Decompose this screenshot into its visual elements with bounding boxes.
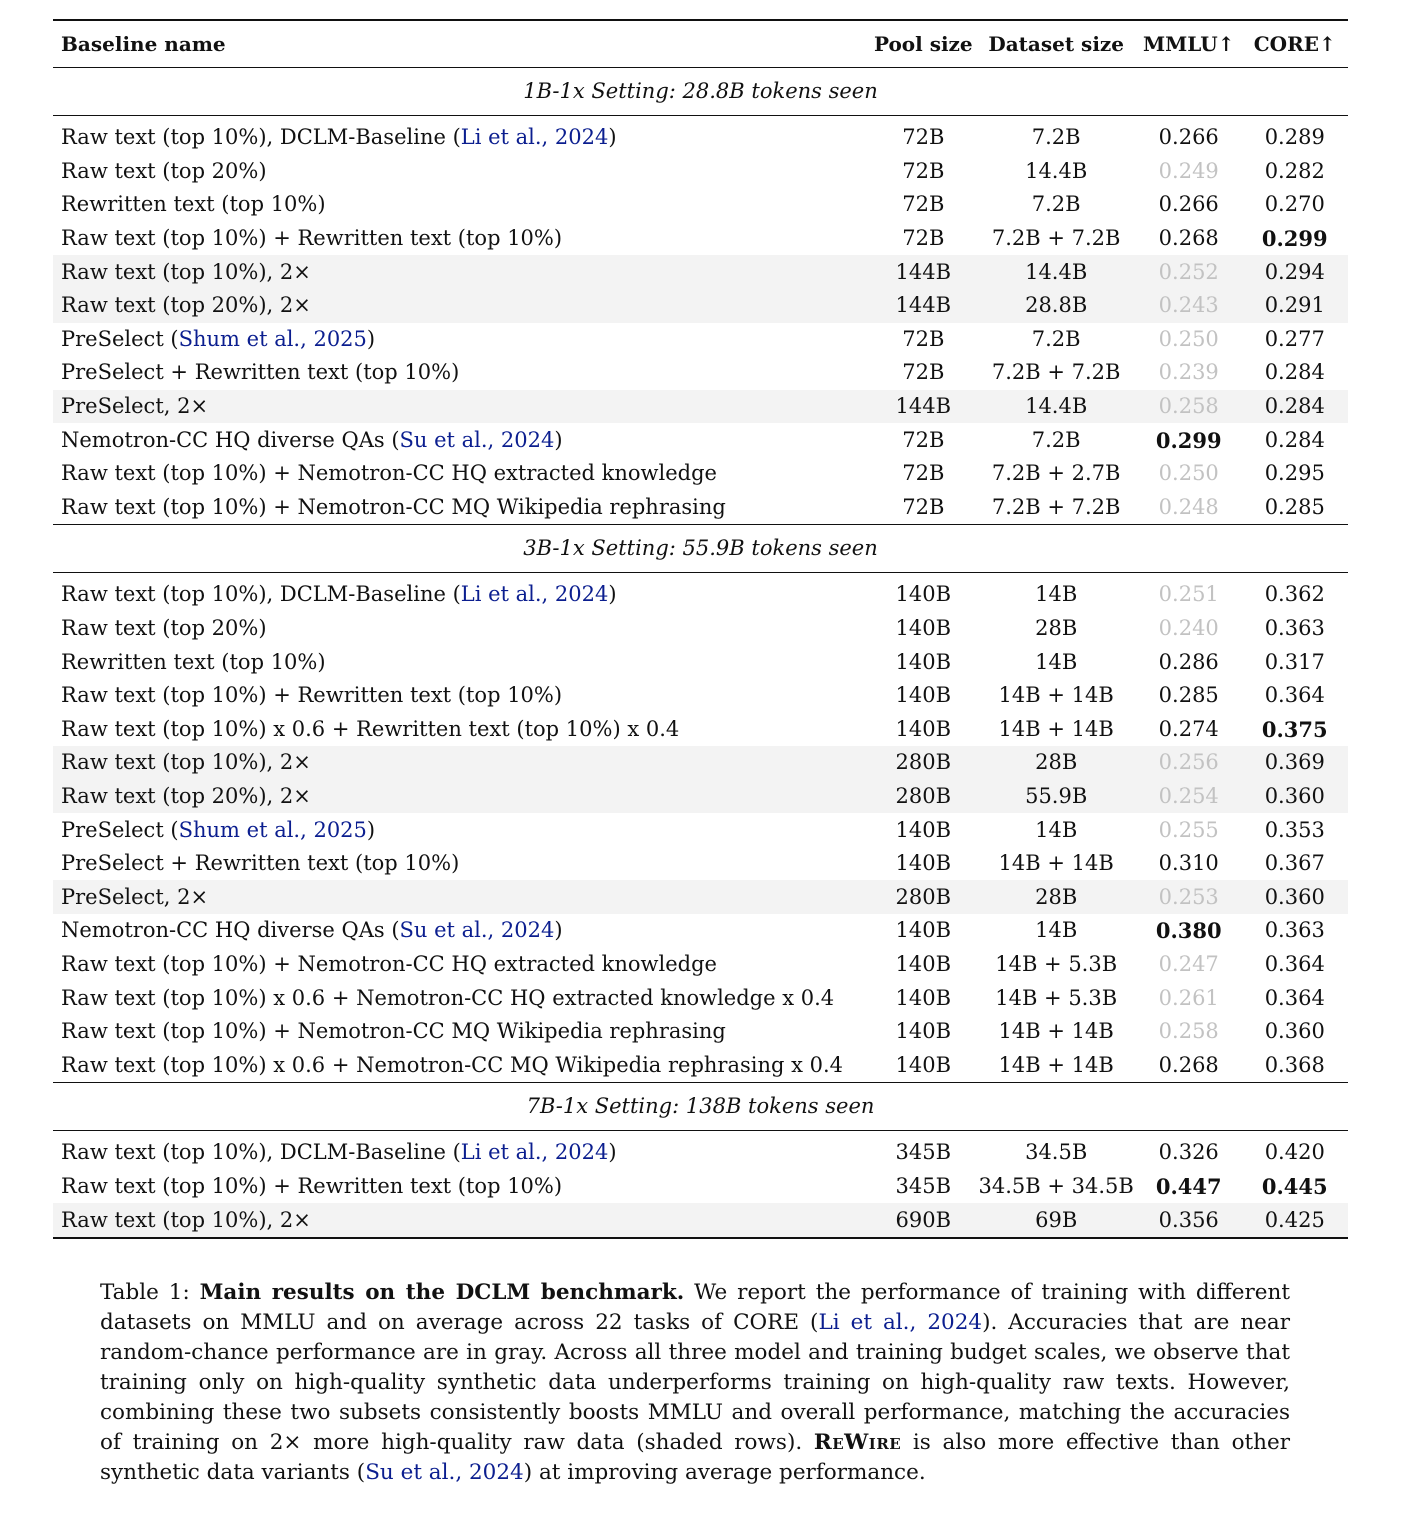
section-header-row [53,1083,1348,1131]
pool-size-cell: 144B [870,289,976,323]
caption-text-4: ) at improving average performance. [523,1460,926,1485]
table-row [53,645,1348,679]
citation-link[interactable]: Shum et al., 2025 [178,817,367,842]
caption-citation-li[interactable]: Li et al., 2024 [818,1310,983,1335]
core-score-cell: 0.367 [1264,851,1325,876]
mmlu-score-cell: 0.250 [1158,326,1219,351]
table-row [53,612,1348,646]
citation-close: ) [554,427,563,452]
mmlu-score-cell: 0.255 [1158,817,1219,842]
table-row [53,914,1348,948]
core-score-cell: 0.375 [1261,716,1328,742]
baseline-name-cell [53,323,870,357]
mmlu-score-cell: 0.250 [1158,461,1219,486]
baseline-name: Raw text (top 10%), 2× [61,750,311,775]
mmlu-score-cell: 0.247 [1158,951,1219,976]
baseline-name: Nemotron-CC HQ diverse QAs ( [61,427,400,452]
caption-citation-su[interactable]: Su et al., 2024 [365,1460,524,1485]
mmlu-score-cell: 0.326 [1158,1140,1219,1165]
table-row [53,780,1348,814]
dataset-size-cell: 28B [976,746,1136,780]
dataset-size-cell: 28B [976,880,1136,914]
header-dataset-size: Dataset size [988,32,1124,56]
dataset-size-cell: 7.2B [1031,192,1081,217]
baseline-name: PreSelect, 2× [61,394,209,419]
core-score-cell: 0.291 [1242,289,1349,323]
pool-size-cell: 72B [902,192,945,217]
pool-size-cell: 72B [902,461,945,486]
mmlu-score-cell: 0.286 [1158,649,1219,674]
core-score-cell: 0.289 [1264,125,1325,150]
pool-size-cell: 140B [895,649,952,674]
pool-size-cell: 140B [895,985,952,1010]
baseline-name: Raw text (top 10%) x 0.6 + Nemotron-CC MQ Wikipedia rephrasing x 0.4 [61,1052,844,1077]
dataset-size-cell: 14B + 14B [998,1019,1114,1044]
caption-text-1: We report the performance of training with different datasets on MMLU and on average across 22 tasks of CORE ( [100,1280,1290,1335]
dataset-size-cell: 14B [1035,817,1078,842]
baseline-name: Rewritten text (top 10%) [61,192,326,217]
citation-link[interactable]: Shum et al., 2025 [178,326,367,351]
mmlu-score-cell: 0.249 [1158,158,1219,183]
baseline-name-cell [53,491,870,525]
mmlu-score-cell: 0.268 [1158,226,1219,251]
pool-size-cell: 140B [895,951,952,976]
baseline-name: Raw text (top 20%) [61,158,267,183]
baseline-name: PreSelect, 2× [61,884,209,909]
baseline-name-cell [53,813,870,847]
core-score-cell: 0.369 [1242,746,1349,780]
table-row [53,1015,1348,1049]
baseline-name-cell [53,713,870,747]
mmlu-score-cell: 0.356 [1136,1203,1242,1238]
dataset-size-cell: 7.2B [1031,326,1081,351]
core-score-cell: 0.445 [1261,1173,1328,1199]
core-score-cell: 0.294 [1242,255,1349,289]
mmlu-score-cell: 0.252 [1136,255,1242,289]
mmlu-score-cell: 0.251 [1158,582,1219,607]
dataset-size-cell: 14B + 14B [998,716,1114,741]
core-score-cell: 0.420 [1264,1140,1325,1165]
core-score-cell: 0.363 [1264,616,1325,641]
pool-size-cell: 72B [902,427,945,452]
pool-size-cell: 144B [870,255,976,289]
table-caption [100,1278,1290,1488]
baseline-name: PreSelect ( [61,817,179,842]
baseline-name-cell [53,289,870,323]
dataset-size-cell: 14B [1035,918,1078,943]
header-row [53,20,1348,68]
table-row [53,255,1348,289]
mmlu-score-cell: 0.285 [1158,683,1219,708]
dataset-size-cell: 7.2B + 2.7B [991,461,1121,486]
baseline-name: PreSelect + Rewritten text (top 10%) [61,851,460,876]
baseline-name-cell [53,1015,870,1049]
dataset-size-cell: 7.2B + 7.2B [991,494,1121,519]
citation-close: ) [366,817,376,842]
header-baseline-name: Baseline name [61,32,226,56]
baseline-name-cell [53,390,870,424]
baseline-name-cell [53,746,870,780]
baseline-name-cell [53,847,870,881]
core-score-cell: 0.368 [1264,1052,1325,1077]
pool-size-cell: 140B [895,616,952,641]
table-row [53,1170,1348,1204]
table-row [53,1048,1348,1082]
core-score-cell: 0.363 [1264,918,1325,943]
dataset-size-cell: 14B + 5.3B [995,985,1118,1010]
table-row [53,573,1348,612]
section-title: 1B-1x Setting: 28.8B tokens seen [523,79,878,103]
core-score-cell: 0.277 [1264,326,1325,351]
mmlu-score-cell: 0.248 [1158,494,1219,519]
baseline-name-cell [53,880,870,914]
table-row [53,679,1348,713]
citation-close: ) [366,326,376,351]
mmlu-score-cell: 0.258 [1158,1019,1219,1044]
baseline-name-cell [53,948,870,982]
baseline-name-cell [53,222,870,256]
header-mmlu: MMLU↑ [1143,32,1235,56]
mmlu-score-cell: 0.254 [1136,780,1242,814]
baseline-name: Raw text (top 10%) x 0.6 + Rewritten text (top 10%) x 0.4 [61,716,680,741]
table-row [53,880,1348,914]
table-row [53,155,1348,189]
baseline-name-cell [53,116,870,155]
dataset-size-cell: 14.4B [1025,158,1088,183]
results-table-container [53,19,1348,1239]
baseline-name-cell [53,457,870,491]
table-header [53,20,1348,68]
baseline-name-cell [53,1170,870,1204]
section-header-row [53,68,1348,116]
dataset-size-cell: 14.4B [976,255,1136,289]
dataset-size-cell: 14B [1035,582,1078,607]
dataset-size-cell: 14B + 14B [998,851,1114,876]
baseline-name: Rewritten text (top 10%) [61,649,326,674]
table-row [53,981,1348,1015]
table-row [53,423,1348,457]
table-row [53,746,1348,780]
dataset-size-cell: 28B [1035,616,1078,641]
core-score-cell: 0.284 [1242,390,1349,424]
core-score-cell: 0.284 [1264,360,1325,385]
citation-link[interactable]: Su et al., 2024 [399,427,555,452]
baseline-name: Raw text (top 10%), 2× [61,1207,311,1232]
dataset-size-cell: 28.8B [976,289,1136,323]
section-title: 7B-1x Setting: 138B tokens seen [526,1094,875,1119]
table-row [53,323,1348,357]
dataset-size-cell: 14.4B [976,390,1136,424]
dataset-size-cell: 14B [1035,649,1078,674]
baseline-name: PreSelect ( [61,326,179,351]
mmlu-score-cell: 0.274 [1158,716,1219,741]
citation-link[interactable]: Su et al., 2024 [399,918,555,943]
dataset-size-cell: 14B + 5.3B [995,951,1118,976]
header-pool-size: Pool size [873,32,973,56]
dataset-size-cell: 7.2B + 7.2B [991,226,1121,251]
baseline-name: Raw text (top 10%) x 0.6 + Nemotron-CC HQ extracted knowledge x 0.4 [61,985,835,1010]
table-row [53,491,1348,525]
baseline-name: Nemotron-CC HQ diverse QAs ( [61,918,400,943]
pool-size-cell: 72B [902,360,945,385]
core-score-cell: 0.295 [1264,461,1325,486]
table-row [53,713,1348,747]
baseline-name-cell [53,573,870,612]
dataset-size-cell: 34.5B [1025,1140,1088,1165]
baseline-name-cell [53,1131,870,1170]
core-score-cell: 0.360 [1264,1019,1325,1044]
pool-size-cell: 140B [895,1019,952,1044]
mmlu-score-cell: 0.380 [1155,918,1222,944]
pool-size-cell: 140B [895,716,952,741]
baseline-name-cell [53,423,870,457]
baseline-name: Raw text (top 10%) + Rewritten text (top 10%) [61,1173,563,1198]
core-score-cell: 0.317 [1264,649,1325,674]
baseline-name: Raw text (top 20%) [61,616,267,641]
section-header-row [53,525,1348,573]
mmlu-score-cell: 0.268 [1158,1052,1219,1077]
mmlu-score-cell: 0.239 [1158,360,1219,385]
baseline-name-cell [53,981,870,1015]
table-row [53,948,1348,982]
baseline-name-cell [53,679,870,713]
table-body [53,68,1348,1238]
citation-link[interactable]: Li et al., 2024 [460,125,609,150]
pool-size-cell: 140B [895,817,952,842]
baseline-name: Raw text (top 10%) + Rewritten text (top 10%) [61,683,563,708]
pool-size-cell: 280B [870,880,976,914]
pool-size-cell: 140B [895,582,952,607]
caption-rewire-name: ReWire [813,1430,902,1455]
core-score-cell: 0.282 [1264,158,1325,183]
mmlu-score-cell: 0.447 [1155,1173,1222,1199]
pool-size-cell: 140B [895,918,952,943]
mmlu-score-cell: 0.240 [1158,616,1219,641]
baseline-name-cell [53,188,870,222]
baseline-name-cell [53,1203,870,1238]
core-score-cell: 0.353 [1264,817,1325,842]
baseline-name: PreSelect + Rewritten text (top 10%) [61,360,460,385]
baseline-name-cell [53,155,870,189]
table-row [53,116,1348,155]
citation-link[interactable]: Li et al., 2024 [460,582,609,607]
mmlu-score-cell: 0.256 [1136,746,1242,780]
mmlu-score-cell: 0.266 [1158,125,1219,150]
table-row [53,1203,1348,1238]
table-row [53,457,1348,491]
results-table [53,19,1348,1239]
table-row [53,222,1348,256]
core-score-cell: 0.284 [1264,427,1325,452]
dataset-size-cell: 14B + 14B [998,1052,1114,1077]
citation-link[interactable]: Li et al., 2024 [460,1140,609,1165]
table-row [53,289,1348,323]
caption-title: Main results on the DCLM benchmark. [199,1280,685,1305]
core-score-cell: 0.362 [1264,582,1325,607]
baseline-name-cell [53,780,870,814]
table-row [53,390,1348,424]
table-row [53,188,1348,222]
baseline-name-cell [53,1048,870,1082]
pool-size-cell: 72B [902,125,945,150]
core-score-cell: 0.299 [1261,226,1328,252]
pool-size-cell: 280B [870,746,976,780]
pool-size-cell: 72B [902,226,945,251]
core-score-cell: 0.360 [1242,880,1349,914]
baseline-name: Raw text (top 10%), DCLM-Baseline ( [61,1140,461,1165]
pool-size-cell: 345B [895,1140,952,1165]
mmlu-score-cell: 0.299 [1155,427,1222,453]
table-row [53,847,1348,881]
pool-size-cell: 72B [902,326,945,351]
mmlu-score-cell: 0.243 [1136,289,1242,323]
dataset-size-cell: 55.9B [976,780,1136,814]
core-score-cell: 0.364 [1264,683,1325,708]
baseline-name-cell [53,914,870,948]
pool-size-cell: 72B [902,494,945,519]
citation-close: ) [608,1140,617,1165]
mmlu-score-cell: 0.258 [1136,390,1242,424]
core-score-cell: 0.360 [1242,780,1349,814]
dataset-size-cell: 7.2B [1031,427,1081,452]
citation-close: ) [608,582,617,607]
caption-text-2: ). Accuracies that are near random-chance performance are in gray. Across all three model and training budget scales, we observe that training only on high-quality synthetic data underperforms training on high-quality raw texts. However, combining these two subsets consistently boosts MMLU and overall performance, matching the accuracies of training on 2× more high-quality raw data (shaded rows). [100,1310,1291,1455]
baseline-name: Raw text (top 20%), 2× [61,293,311,318]
dataset-size-cell: 7.2B + 7.2B [991,360,1121,385]
baseline-name: Raw text (top 10%) + Nemotron-CC MQ Wikipedia rephrasing [61,1019,726,1044]
table-row [53,813,1348,847]
mmlu-score-cell: 0.253 [1136,880,1242,914]
pool-size-cell: 345B [895,1173,952,1198]
pool-size-cell: 140B [895,683,952,708]
caption-label: Table 1: [100,1280,200,1305]
baseline-name-cell [53,645,870,679]
dataset-size-cell: 34.5B + 34.5B [978,1173,1134,1198]
core-score-cell: 0.425 [1242,1203,1349,1238]
caption-text-3: is also more effective than other synthetic data variants ( [100,1430,1291,1485]
dataset-size-cell: 69B [976,1203,1136,1238]
baseline-name: Raw text (top 10%) + Nemotron-CC MQ Wikipedia rephrasing [61,494,726,519]
core-score-cell: 0.285 [1264,494,1325,519]
baseline-name-cell [53,356,870,390]
table-row [53,1131,1348,1170]
core-score-cell: 0.364 [1264,985,1325,1010]
pool-size-cell: 140B [895,851,952,876]
dataset-size-cell: 7.2B [1031,125,1081,150]
section-title: 3B-1x Setting: 55.9B tokens seen [523,536,878,561]
baseline-name: Raw text (top 10%), DCLM-Baseline ( [61,125,461,150]
dataset-size-cell: 14B + 14B [998,683,1114,708]
baseline-name-cell [53,612,870,646]
baseline-name: Raw text (top 20%), 2× [61,783,311,808]
baseline-name: Raw text (top 10%), 2× [61,259,311,284]
pool-size-cell: 280B [870,780,976,814]
citation-close: ) [608,125,617,150]
mmlu-score-cell: 0.266 [1158,192,1219,217]
baseline-name: Raw text (top 10%) + Rewritten text (top 10%) [61,226,563,251]
baseline-name: Raw text (top 10%) + Nemotron-CC HQ extracted knowledge [61,461,717,486]
baseline-name-cell [53,255,870,289]
pool-size-cell: 72B [902,158,945,183]
pool-size-cell: 144B [870,390,976,424]
pool-size-cell: 690B [870,1203,976,1238]
core-score-cell: 0.270 [1264,192,1325,217]
pool-size-cell: 140B [895,1052,952,1077]
mmlu-score-cell: 0.310 [1158,851,1219,876]
baseline-name: Raw text (top 10%), DCLM-Baseline ( [61,582,461,607]
citation-close: ) [554,918,563,943]
core-score-cell: 0.364 [1264,951,1325,976]
baseline-name: Raw text (top 10%) + Nemotron-CC HQ extracted knowledge [61,951,717,976]
mmlu-score-cell: 0.261 [1158,985,1219,1010]
table-row [53,356,1348,390]
header-core: CORE↑ [1253,32,1336,56]
